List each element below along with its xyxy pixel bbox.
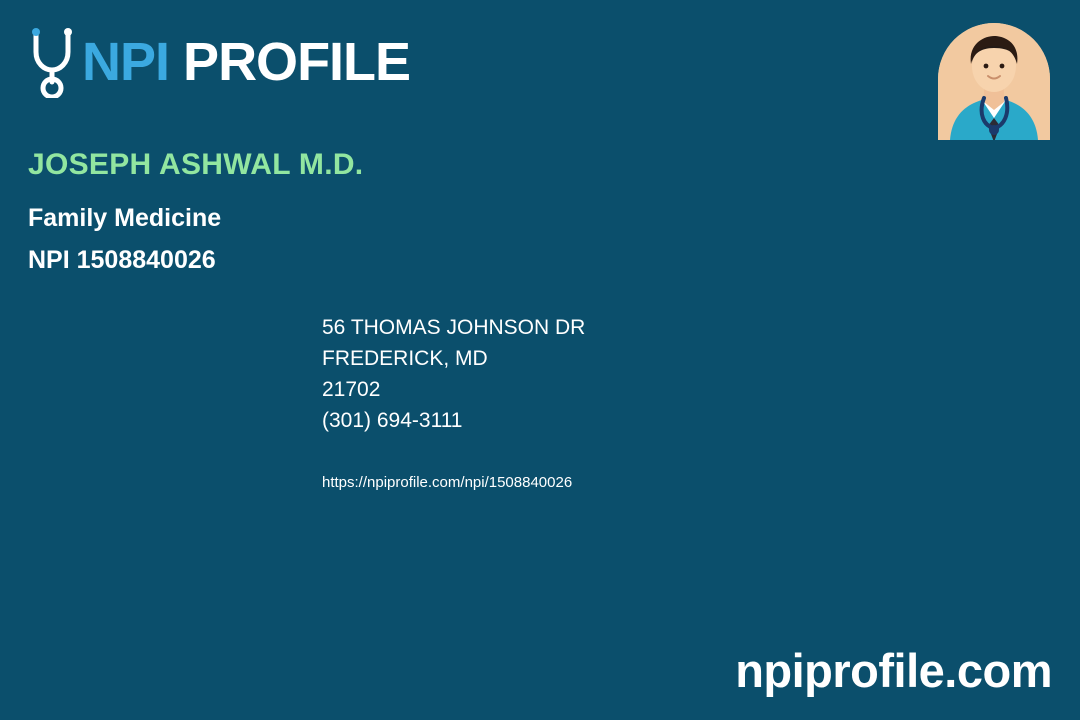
address-line-phone: (301) 694-3111 — [322, 409, 463, 432]
footer-website: npiprofile.com — [735, 644, 1052, 697]
provider-name: JOSEPH ASHWAL M.D. — [28, 148, 364, 181]
doctor-avatar-icon — [938, 18, 1050, 140]
brand-header — [26, 26, 410, 98]
address-line-city-state: FREDERICK, MD — [322, 347, 488, 370]
address-line-zip: 21702 — [322, 378, 381, 401]
profile-url-link[interactable]: https://npiprofile.com/npi/1508840026 — [322, 474, 573, 491]
provider-npi-number: NPI 1508840026 — [28, 246, 216, 274]
provider-specialty: Family Medicine — [28, 204, 222, 232]
provider-address — [322, 312, 585, 436]
stethoscope-icon — [26, 26, 78, 98]
brand-title — [82, 32, 411, 92]
address-line-street: 56 THOMAS JOHNSON DR — [322, 316, 586, 339]
brand-title-profile — [169, 32, 183, 92]
brand-title-npi: NPI — [82, 32, 170, 92]
brand-title-profile-word: PROFILE — [183, 32, 411, 92]
